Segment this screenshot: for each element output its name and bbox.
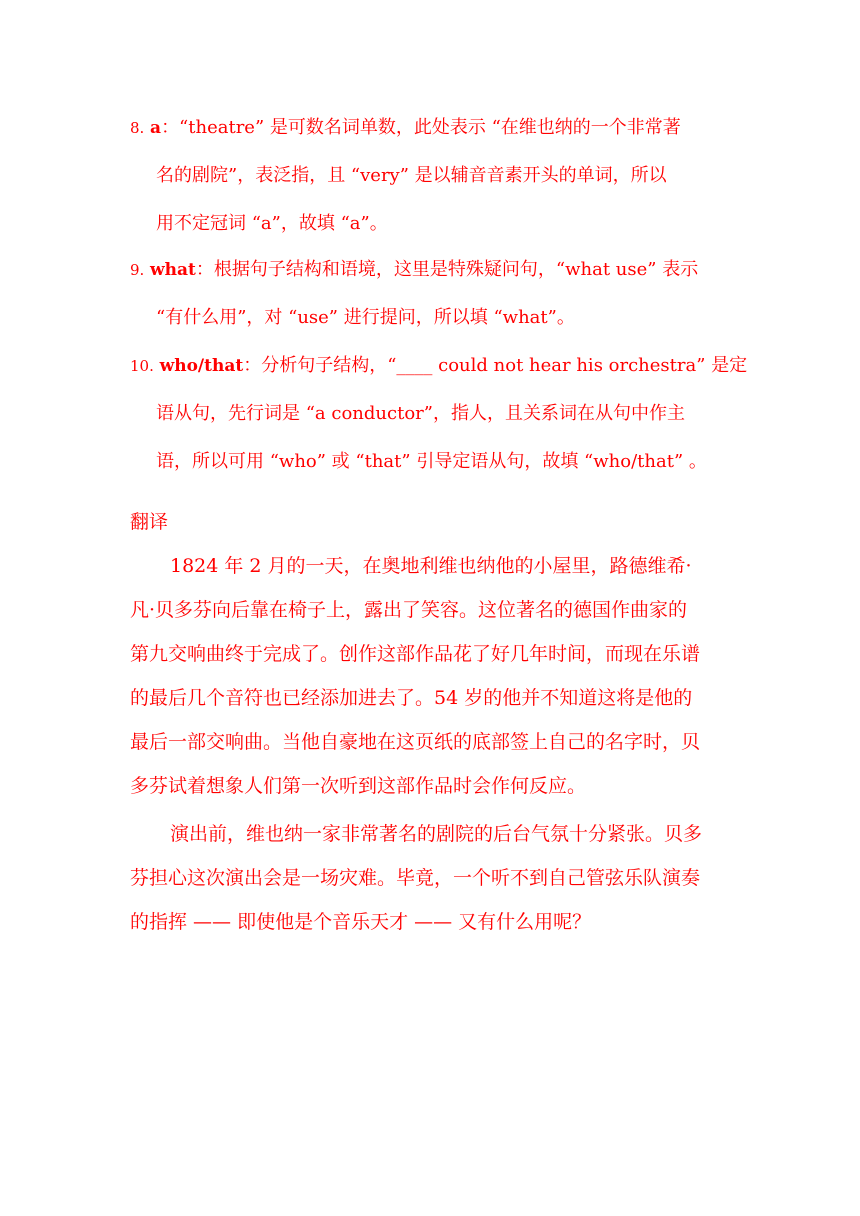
translation-paragraph-2 [130, 812, 730, 944]
item-number: 9. [130, 261, 145, 279]
translation-paragraph-1 [130, 544, 730, 808]
item-text: ：根据句子结构和语境，这里是特殊疑问句，“what use” 表示 [195, 259, 699, 280]
item-10-line-3: 语，所以可用 “who” 或 “that” 引导定语从句，故填 “who/that” 。 [156, 451, 707, 472]
item-10-line-1 [130, 342, 748, 390]
paragraph-line: 演出前，维也纳一家非常著名的剧院的后台气氛十分紧张。贝多 [170, 823, 703, 845]
answer-item-10 [130, 342, 748, 486]
item-answer: what [150, 260, 196, 280]
paragraph-line: 最后一部交响曲。当他自豪地在这页纸的底部签上自己的名字时，贝 [130, 731, 701, 753]
item-9-line-2: “有什么用”，对 “use” 进行提问，所以填 “what”。 [156, 307, 575, 328]
item-answer: a [150, 118, 162, 138]
item-8-line-3: 用不定冠词 “a”，故填 “a”。 [156, 213, 388, 234]
answer-item-8 [130, 104, 730, 248]
paragraph-line: 第九交响曲终于完成了。创作这部作品花了好几年时间，而现在乐谱 [130, 643, 701, 665]
paragraph-line: 的最后几个音符也已经添加进去了。54 岁的他并不知道这将是他的 [130, 687, 693, 709]
paragraph-line: 的指挥 —— 即使他是个音乐天才 —— 又有什么用呢？ [130, 911, 592, 933]
item-answer: who/that [159, 356, 244, 376]
item-8-line-1 [130, 104, 730, 152]
paragraph-line: 1824 年 2 月的一天，在奥地利维也纳他的小屋里，路德维希· [170, 555, 692, 577]
item-text: ：分析句子结构，“____ could not hear his orchestra” 是定 [243, 355, 748, 376]
item-number: 10. [130, 357, 154, 375]
item-9-line-1 [130, 246, 730, 294]
translation-heading: 翻译 [130, 511, 169, 533]
item-8-line-2: 名的剧院”，表泛指，且 “very” 是以辅音音素开头的单词，所以 [156, 165, 667, 186]
item-10-line-2: 语从句，先行词是 “a conductor”，指人，且关系词在从句中作主 [156, 403, 685, 424]
paragraph-line: 凡·贝多芬向后靠在椅子上，露出了笑容。这位著名的德国作曲家的 [130, 599, 688, 621]
item-text: ：“theatre” 是可数名词单数，此处表示 “在维也纳的一个非常著 [161, 117, 681, 138]
answer-item-9 [130, 246, 730, 342]
paragraph-line: 多芬试着想象人们第一次听到这部作品时会作何反应。 [130, 775, 587, 797]
paragraph-line: 芬担心这次演出会是一场灾难。毕竟，一个听不到自己管弦乐队演奏 [130, 867, 701, 889]
item-number: 8. [130, 119, 145, 137]
